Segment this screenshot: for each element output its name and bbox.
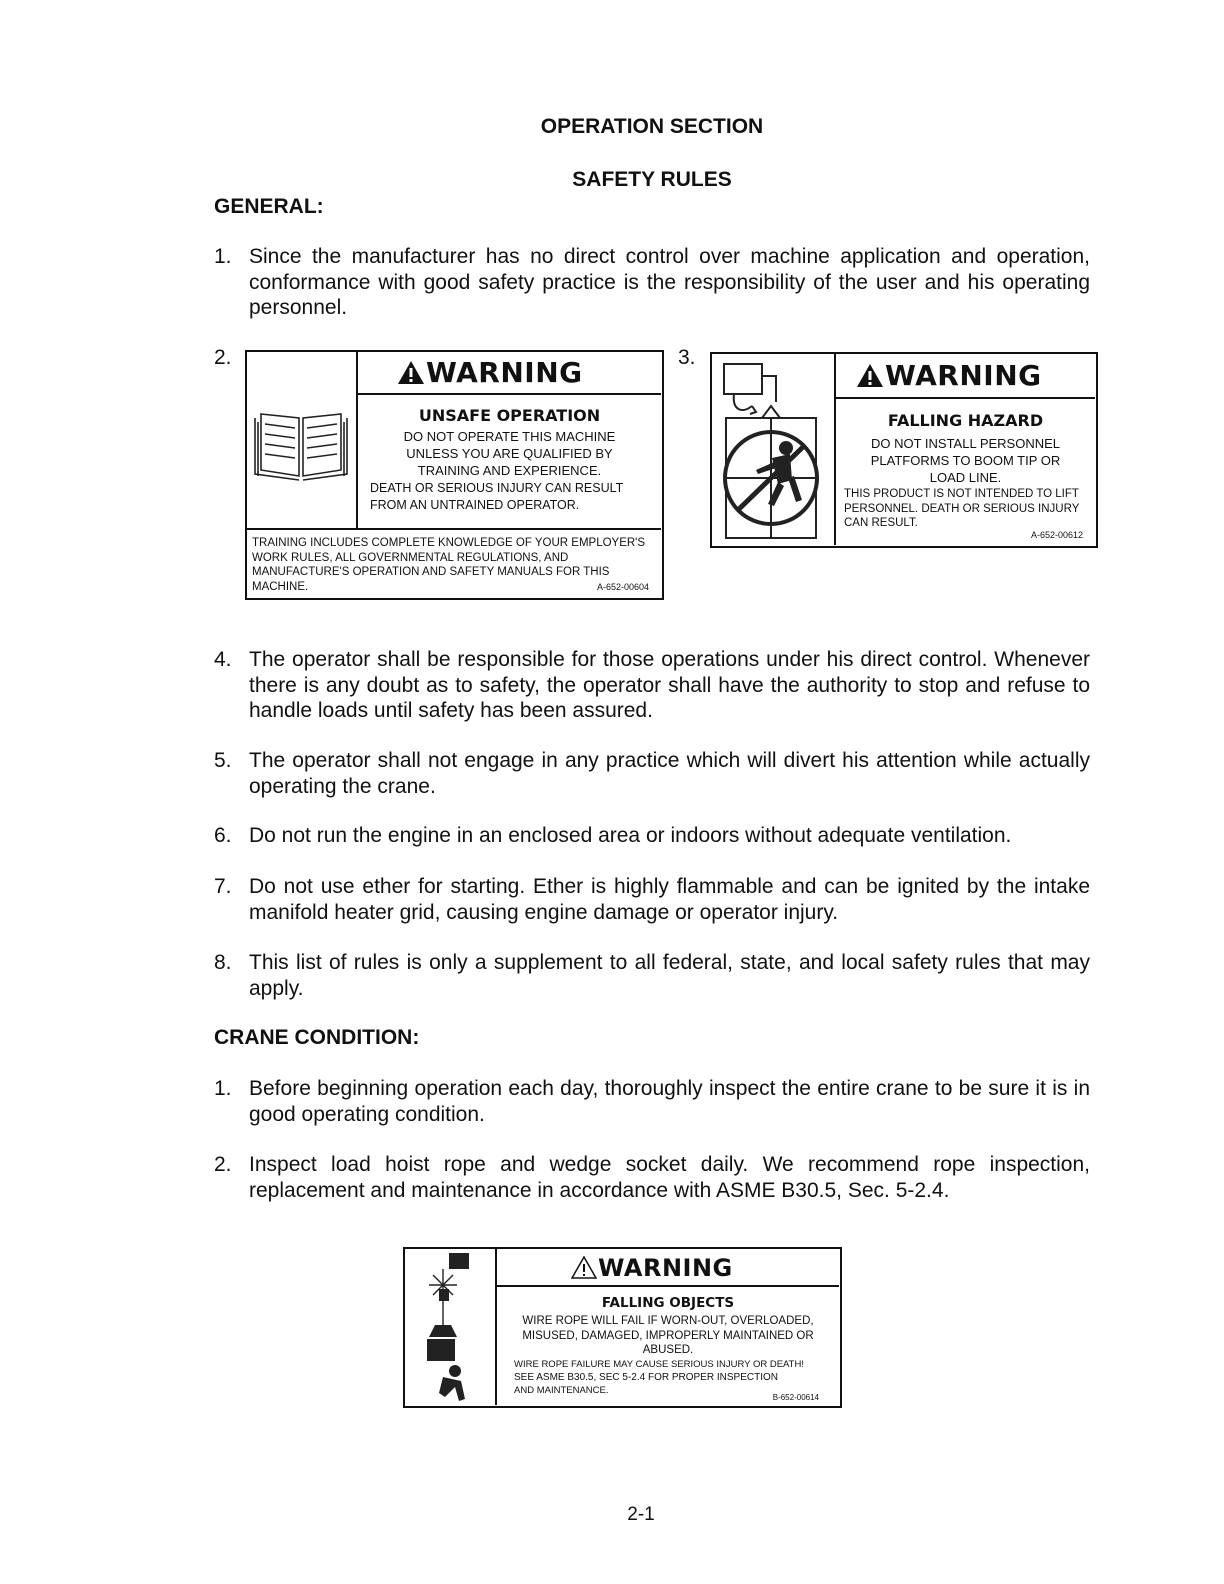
decal-body bbox=[358, 395, 661, 528]
page-title: OPERATION SECTION bbox=[540, 115, 764, 138]
decal-signal-row bbox=[497, 1249, 839, 1287]
decal-body bbox=[836, 399, 1095, 545]
decal-code: A-652-00604 bbox=[596, 582, 649, 592]
crane-item-1 bbox=[214, 1076, 1090, 1127]
decal-line: PLATFORMS TO BOOM TIP OR bbox=[870, 453, 1061, 468]
decal-line: LOAD LINE. bbox=[929, 470, 1002, 485]
general-item-2-number: 2. bbox=[214, 346, 232, 369]
decal-code: A-652-00612 bbox=[1030, 530, 1083, 540]
decal-code: B-652-00614 bbox=[772, 1393, 819, 1402]
decal-icon-panel bbox=[405, 1249, 497, 1405]
warning-decal-unsafe-operation bbox=[245, 350, 664, 600]
decal-line: WIRE ROPE WILL FAIL IF WORN-OUT, OVERLOADED, bbox=[522, 1315, 814, 1327]
warning-decal-falling-objects bbox=[403, 1247, 842, 1408]
warning-decal-falling-hazard bbox=[710, 352, 1098, 548]
decal-line: DO NOT OPERATE THIS MACHINE bbox=[403, 429, 616, 444]
item-text: This list of rules is only a supplement to all federal, state, and local safety rules that may apply. bbox=[249, 951, 1090, 1000]
decal-icon-panel bbox=[712, 354, 836, 545]
decal-line: TRAINING INCLUDES COMPLETE KNOWLEDGE OF YOUR EMPLOYER'S bbox=[252, 537, 646, 549]
item-number: 1. bbox=[214, 245, 232, 268]
item-number: 6. bbox=[214, 824, 232, 847]
general-item-3-number: 3. bbox=[678, 346, 696, 369]
manual-book-icon bbox=[247, 352, 355, 526]
decal-signal-word: WARNING bbox=[598, 1254, 733, 1282]
decal-line: THIS PRODUCT IS NOT INTENDED TO LIFT bbox=[844, 488, 1079, 500]
decal-bottom-text bbox=[247, 528, 661, 597]
decal-line: MACHINE. bbox=[252, 580, 309, 593]
warning-triangle-icon bbox=[571, 1256, 597, 1279]
general-item-8 bbox=[214, 950, 1090, 1001]
item-number: 5. bbox=[214, 749, 232, 772]
warning-triangle-icon bbox=[856, 363, 884, 388]
item-number: 7. bbox=[214, 875, 232, 898]
decal-hazard: FALLING OBJECTS bbox=[601, 1295, 735, 1311]
decal-line: TRAINING AND EXPERIENCE. bbox=[417, 463, 602, 478]
decal-hazard: FALLING HAZARD bbox=[887, 411, 1044, 430]
item-number: 1. bbox=[214, 1077, 232, 1100]
item-text: The operator shall not engage in any practice which will divert his attention while actually operating the crane. bbox=[249, 749, 1090, 798]
crane-item-2 bbox=[214, 1152, 1090, 1203]
general-item-1 bbox=[214, 244, 1090, 321]
decal-line: MANUFACTURE'S OPERATION AND SAFETY MANUALS FOR THIS bbox=[252, 566, 610, 578]
page-number: 2-1 bbox=[627, 1504, 655, 1525]
item-text: Do not run the engine in an enclosed area or indoors without adequate ventilation. bbox=[249, 824, 1012, 847]
item-text: Inspect load hoist rope and wedge socket daily. We recommend rope inspection, replacement and maintenance in accordance with ASME B30.5, Sec. 5-2.4. bbox=[249, 1153, 1090, 1202]
decal-line: UNLESS YOU ARE QUALIFIED BY bbox=[406, 446, 613, 461]
decal-line: SEE ASME B30.5, SEC 5-2.4 FOR PROPER INSPECTION bbox=[514, 1371, 778, 1383]
item-text: Since the manufacturer has no direct control over machine application and operation, conformance with good safety practice is the responsibility of the user and his operating personnel. bbox=[249, 245, 1090, 319]
no-personnel-lift-icon bbox=[712, 354, 832, 544]
decal-hazard: UNSAFE OPERATION bbox=[418, 406, 601, 425]
item-text: Do not use ether for starting. Ether is highly flammable and can be ignited by the intake manifold heater grid, causing engine damage or operator injury. bbox=[249, 875, 1090, 924]
decal-signal-word: WARNING bbox=[426, 356, 583, 389]
page-subtitle: SAFETY RULES bbox=[572, 168, 732, 191]
decal-line: DO NOT INSTALL PERSONNEL bbox=[870, 436, 1061, 451]
item-number: 4. bbox=[214, 648, 232, 671]
decal-icon-panel bbox=[247, 352, 358, 528]
decal-line: MISUSED, DAMAGED, IMPROPERLY MAINTAINED OR bbox=[522, 1329, 814, 1342]
general-item-5 bbox=[214, 748, 1090, 799]
decal-line: WIRE ROPE FAILURE MAY CAUSE SERIOUS INJURY OR DEATH! bbox=[514, 1358, 804, 1370]
item-text: Before beginning operation each day, thoroughly inspect the entire crane to be sure it is in good operating condition. bbox=[249, 1077, 1090, 1126]
decal-line: ABUSED. bbox=[642, 1344, 694, 1356]
crane-condition-heading: CRANE CONDITION: bbox=[214, 1026, 420, 1049]
decal-body bbox=[497, 1287, 839, 1405]
general-item-7 bbox=[214, 874, 1090, 925]
decal-signal-row bbox=[836, 354, 1095, 399]
decal-signal-word: WARNING bbox=[885, 359, 1042, 392]
item-number: 8. bbox=[214, 951, 232, 974]
general-item-4 bbox=[214, 647, 1090, 724]
item-text: The operator shall be responsible for those operations under his direct control. Whenever there is any doubt as to safety, the operator shall have the authority to stop and refuse to handle loads until safety has been assured. bbox=[249, 648, 1090, 722]
decal-line: FROM AN UNTRAINED OPERATOR. bbox=[370, 498, 580, 512]
decal-line: CAN RESULT. bbox=[844, 517, 918, 529]
decal-line: AND MAINTENANCE. bbox=[514, 1384, 609, 1396]
general-heading: GENERAL: bbox=[214, 195, 324, 218]
decal-signal-row bbox=[358, 352, 661, 395]
item-number: 2. bbox=[214, 1153, 232, 1176]
general-item-6 bbox=[214, 823, 1090, 849]
decal-line: WORK RULES, ALL GOVERNMENTAL REGULATIONS, AND bbox=[252, 551, 569, 564]
decal-line: PERSONNEL. DEATH OR SERIOUS INJURY bbox=[844, 502, 1080, 515]
warning-triangle-icon bbox=[397, 360, 425, 385]
decal-line: DEATH OR SERIOUS INJURY CAN RESULT bbox=[370, 481, 624, 495]
falling-load-icon bbox=[405, 1249, 495, 1405]
